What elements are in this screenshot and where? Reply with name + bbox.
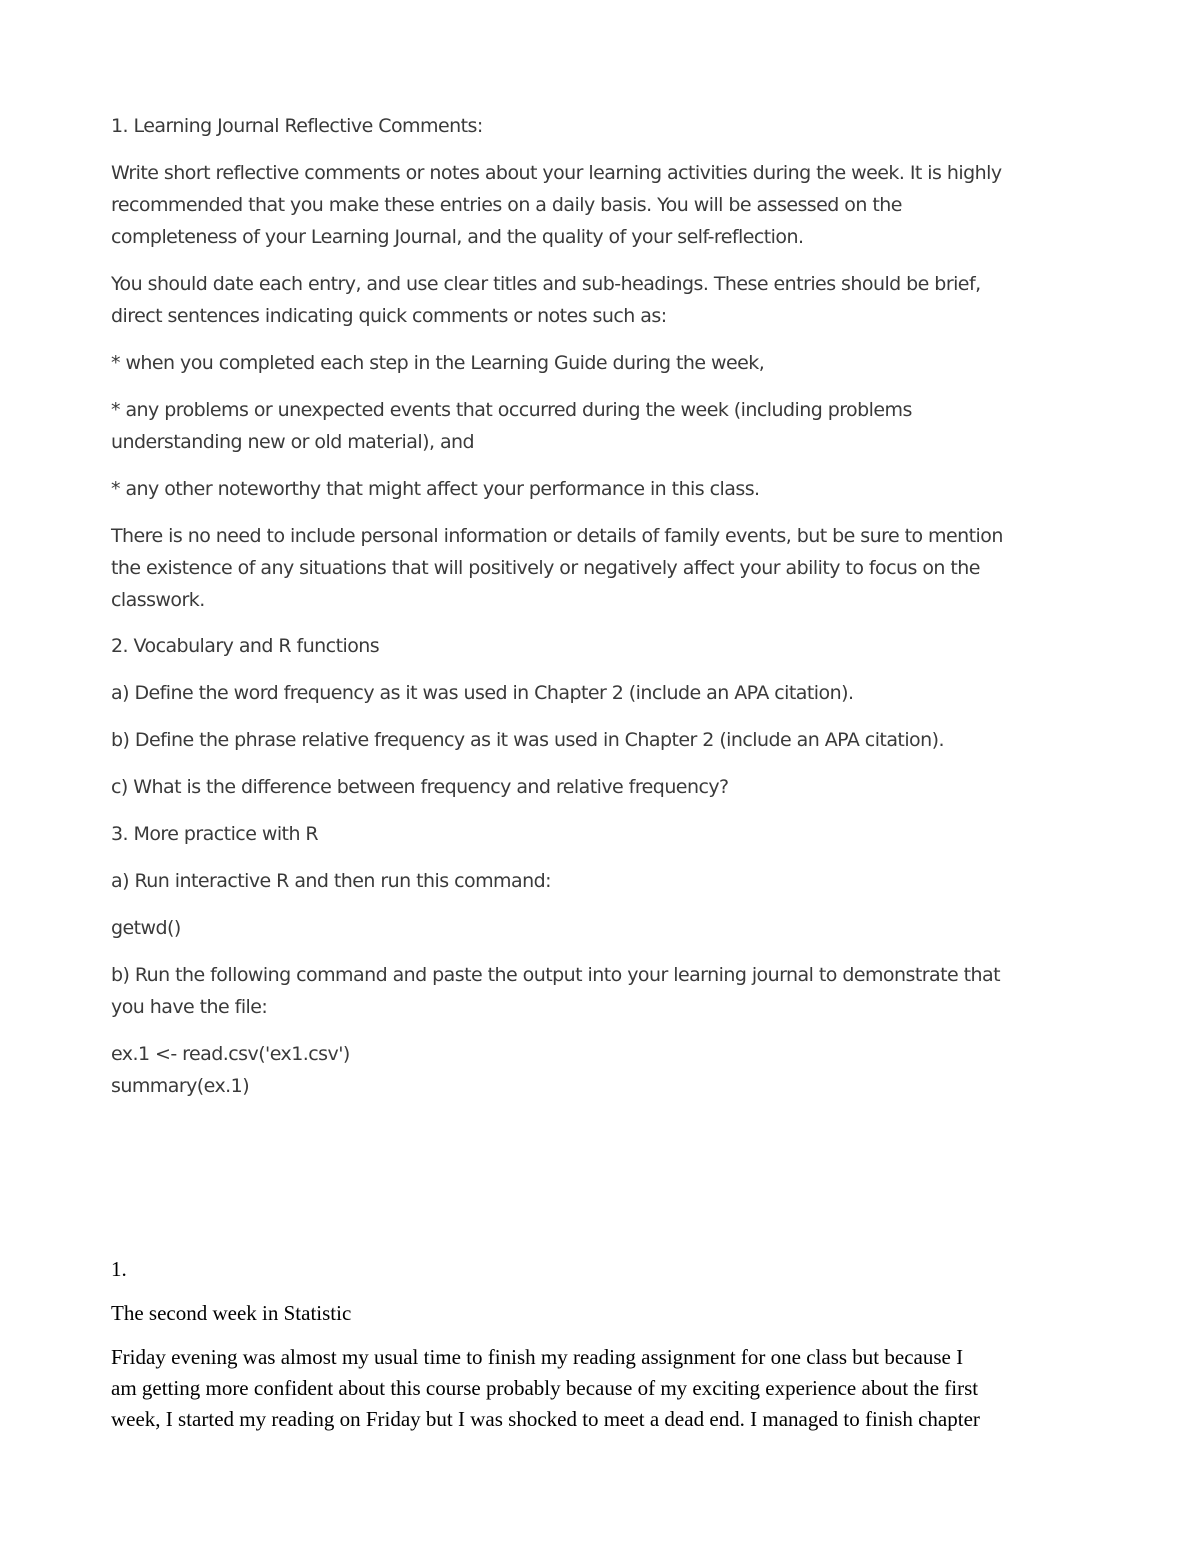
section-heading-learning-journal: 1. Learning Journal Reflective Comments:: [111, 115, 483, 137]
paragraph-entry-format: You should date each entry, and use clear titles and sub-headings. These entries should be brief, direct sentences indicating quick comments or notes such as:: [111, 273, 981, 327]
section-heading-practice-r: 3. More practice with R: [111, 823, 319, 845]
question-3b: b) Run the following command and paste the output into your learning journal to demonstrate that you have the file:: [111, 964, 1001, 1018]
bullet-learning-guide-steps: * when you completed each step in the Learning Guide during the week,: [111, 352, 765, 374]
answer-body: Friday evening was almost my usual time to finish my reading assignment for one class but because I am getting more confident about this course probably because of my exciting experience about the first week, I started my reading on Friday but I was shocked to meet a dead end. I managed to finish chapter: [111, 1345, 980, 1431]
question-2a: a) Define the word frequency as it was used in Chapter 2 (include an APA citation).: [111, 682, 854, 704]
question-2b: b) Define the phrase relative frequency as it was used in Chapter 2 (include an APA citation).: [111, 729, 944, 751]
bullet-problems: * any problems or unexpected events that occurred during the week (including problems understanding new or old material), and: [111, 399, 912, 453]
bullet-noteworthy: * any other noteworthy that might affect your performance in this class.: [111, 478, 760, 500]
answer-title: The second week in Statistic: [111, 1301, 352, 1325]
answer-number: 1.: [111, 1257, 127, 1281]
paragraph-personal-info: There is no need to include personal information or details of family events, but be sure to mention the existence of any situations that will positively or negatively affect your ability to focus on the classwork.: [111, 525, 1003, 611]
section-heading-vocabulary: 2. Vocabulary and R functions: [111, 635, 380, 657]
code-read-csv: ex.1 <- read.csv('ex1.csv') summary(ex.1): [111, 1043, 350, 1097]
question-3a: a) Run interactive R and then run this command:: [111, 870, 551, 892]
question-2c: c) What is the difference between frequency and relative frequency?: [111, 776, 729, 798]
paragraph-reflective-comments: Write short reflective comments or notes about your learning activities during the week. It is highly recommended that you make these entries on a daily basis. You will be assessed on the completeness of your Learning Journal, and the quality of your self-reflection.: [111, 162, 1002, 248]
code-getwd: getwd(): [111, 917, 181, 939]
